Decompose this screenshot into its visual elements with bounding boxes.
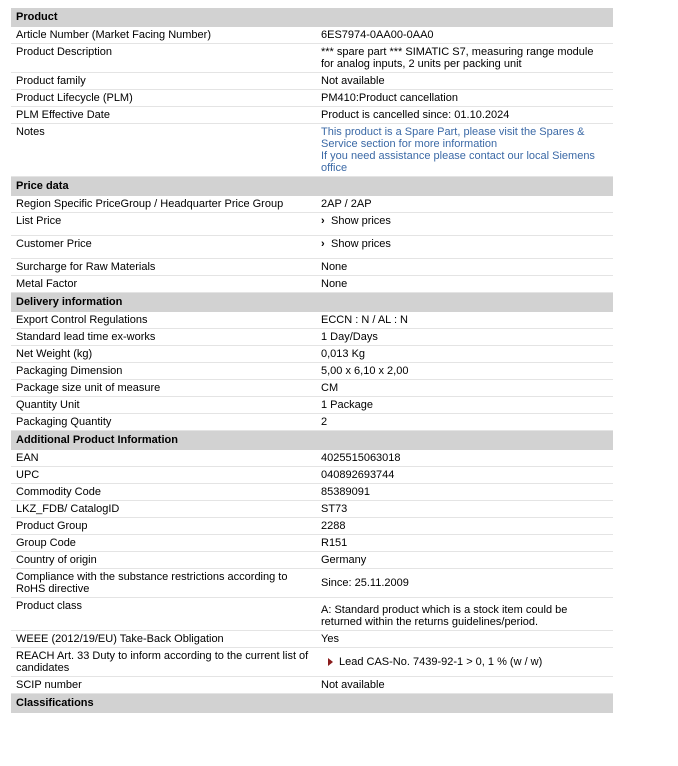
row-value: R151 xyxy=(321,537,348,549)
reach-value xyxy=(316,648,613,676)
row-value: Not available xyxy=(321,679,385,691)
row-value: 2AP / 2AP xyxy=(321,198,372,210)
row-label: LKZ_FDB/ CatalogID xyxy=(16,503,120,515)
row-label: Product Description xyxy=(16,46,112,58)
table-row xyxy=(11,346,613,363)
row-value: None xyxy=(321,261,348,273)
row-value: *** spare part *** SIMATIC S7, measuring range module for analog inputs, 2 units per packing unit xyxy=(321,46,594,70)
row-label: Packaging Quantity xyxy=(16,416,112,428)
row-value: Not available xyxy=(321,75,385,87)
triangle-right-icon xyxy=(328,658,333,666)
table-row xyxy=(11,677,613,694)
table-row xyxy=(11,484,613,501)
row-label: Metal Factor xyxy=(16,278,78,290)
row-value: 040892693744 xyxy=(321,469,395,481)
row-label: PLM Effective Date xyxy=(16,109,110,121)
row-label: Packaging Dimension xyxy=(16,365,123,377)
section-header-classifications: Classifications xyxy=(11,694,613,713)
row-label: Net Weight (kg) xyxy=(16,348,93,360)
row-label: Country of origin xyxy=(16,554,97,566)
row-label: Commodity Code xyxy=(16,486,101,498)
row-label: UPC xyxy=(16,469,40,481)
list-price-value xyxy=(316,213,613,235)
row-label: Product Lifecycle (PLM) xyxy=(16,92,133,104)
row-label: Standard lead time ex-works xyxy=(16,331,156,343)
table-row xyxy=(11,329,613,346)
table-row xyxy=(11,598,613,631)
table-row xyxy=(11,276,613,293)
section-header-additional-product-information: Additional Product Information xyxy=(11,431,613,450)
row-label: WEEE (2012/19/EU) Take-Back Obligation xyxy=(16,633,224,645)
row-value: CM xyxy=(321,382,339,394)
table-row-notes xyxy=(11,124,613,177)
row-value: ECCN : N / AL : N xyxy=(321,314,409,326)
row-label: Surcharge for Raw Materials xyxy=(16,261,156,273)
table-row xyxy=(11,535,613,552)
table-row xyxy=(11,363,613,380)
table-row xyxy=(11,501,613,518)
chevron-right-icon: › xyxy=(321,238,325,250)
table-row xyxy=(11,236,613,259)
row-label: List Price xyxy=(16,215,62,227)
row-value: Since: 25.11.2009 xyxy=(321,577,409,589)
row-value: A: Standard product which is a stock item could be returned within the returns guidelines/period. xyxy=(321,604,568,628)
table-row xyxy=(11,27,613,44)
table-row xyxy=(11,380,613,397)
row-label: Article Number (Market Facing Number) xyxy=(16,29,211,41)
table-row xyxy=(11,73,613,90)
row-value: 4025515063018 xyxy=(321,452,401,464)
section-header-price-data: Price data xyxy=(11,177,613,196)
row-label: Group Code xyxy=(16,537,76,549)
table-row xyxy=(11,450,613,467)
table-row xyxy=(11,414,613,431)
row-label: Export Control Regulations xyxy=(16,314,148,326)
reach-lead-cas-link[interactable]: Lead CAS-No. 7439-92-1 > 0, 1 % (w / w) xyxy=(339,656,543,668)
table-row xyxy=(11,259,613,276)
row-label: Quantity Unit xyxy=(16,399,80,411)
row-label: Notes xyxy=(16,126,45,138)
row-label: Package size unit of measure xyxy=(16,382,161,394)
row-value: PM410:Product cancellation xyxy=(321,92,458,104)
row-value: 5,00 x 6,10 x 2,00 xyxy=(321,365,409,377)
row-value: ST73 xyxy=(321,503,348,515)
row-value: Product is cancelled since: 01.10.2024 xyxy=(321,109,510,121)
row-value: 1 Package xyxy=(321,399,373,411)
row-value: None xyxy=(321,278,348,290)
product-data-table xyxy=(11,8,613,713)
row-label: EAN xyxy=(16,452,39,464)
table-row xyxy=(11,44,613,73)
customer-price-show-prices-link[interactable]: Show prices xyxy=(331,238,391,250)
table-row xyxy=(11,312,613,329)
row-label: Compliance with the substance restrictions according to RoHS directive xyxy=(16,571,288,595)
table-row xyxy=(11,213,613,236)
row-value: 2288 xyxy=(321,520,346,532)
contact-siemens-link[interactable]: If you need assistance please contact our local Siemens office xyxy=(321,150,595,174)
row-label: Product Group xyxy=(16,520,88,532)
row-value: 85389091 xyxy=(321,486,370,498)
table-row xyxy=(11,90,613,107)
chevron-right-icon: › xyxy=(321,215,325,227)
section-header-product: Product xyxy=(11,8,613,27)
table-row xyxy=(11,569,613,598)
row-value: Yes xyxy=(321,633,339,645)
row-label: SCIP number xyxy=(16,679,82,691)
list-price-show-prices-link[interactable]: Show prices xyxy=(331,215,391,227)
table-row xyxy=(11,552,613,569)
row-value: 1 Day/Days xyxy=(321,331,378,343)
row-value: Germany xyxy=(321,554,367,566)
row-label: Product class xyxy=(16,600,83,612)
row-label: REACH Art. 33 Duty to inform according to the current list of candidates xyxy=(16,650,309,674)
row-value: 6ES7974-0AA00-0AA0 xyxy=(321,29,434,41)
row-label: Customer Price xyxy=(16,238,92,250)
table-row xyxy=(11,467,613,484)
table-row xyxy=(11,196,613,213)
customer-price-value xyxy=(316,236,613,258)
table-row xyxy=(11,518,613,535)
row-value: 2 xyxy=(321,416,328,428)
section-header-delivery-information: Delivery information xyxy=(11,293,613,312)
row-label: Product family xyxy=(16,75,86,87)
notes-value xyxy=(316,124,613,176)
spares-service-link[interactable]: This product is a Spare Part, please visit the Spares & Service section for more information xyxy=(321,126,585,150)
row-label: Region Specific PriceGroup / Headquarter Price Group xyxy=(16,198,284,210)
table-row xyxy=(11,107,613,124)
table-row xyxy=(11,397,613,414)
table-row xyxy=(11,648,613,677)
table-row xyxy=(11,631,613,648)
row-value: 0,013 Kg xyxy=(321,348,366,360)
